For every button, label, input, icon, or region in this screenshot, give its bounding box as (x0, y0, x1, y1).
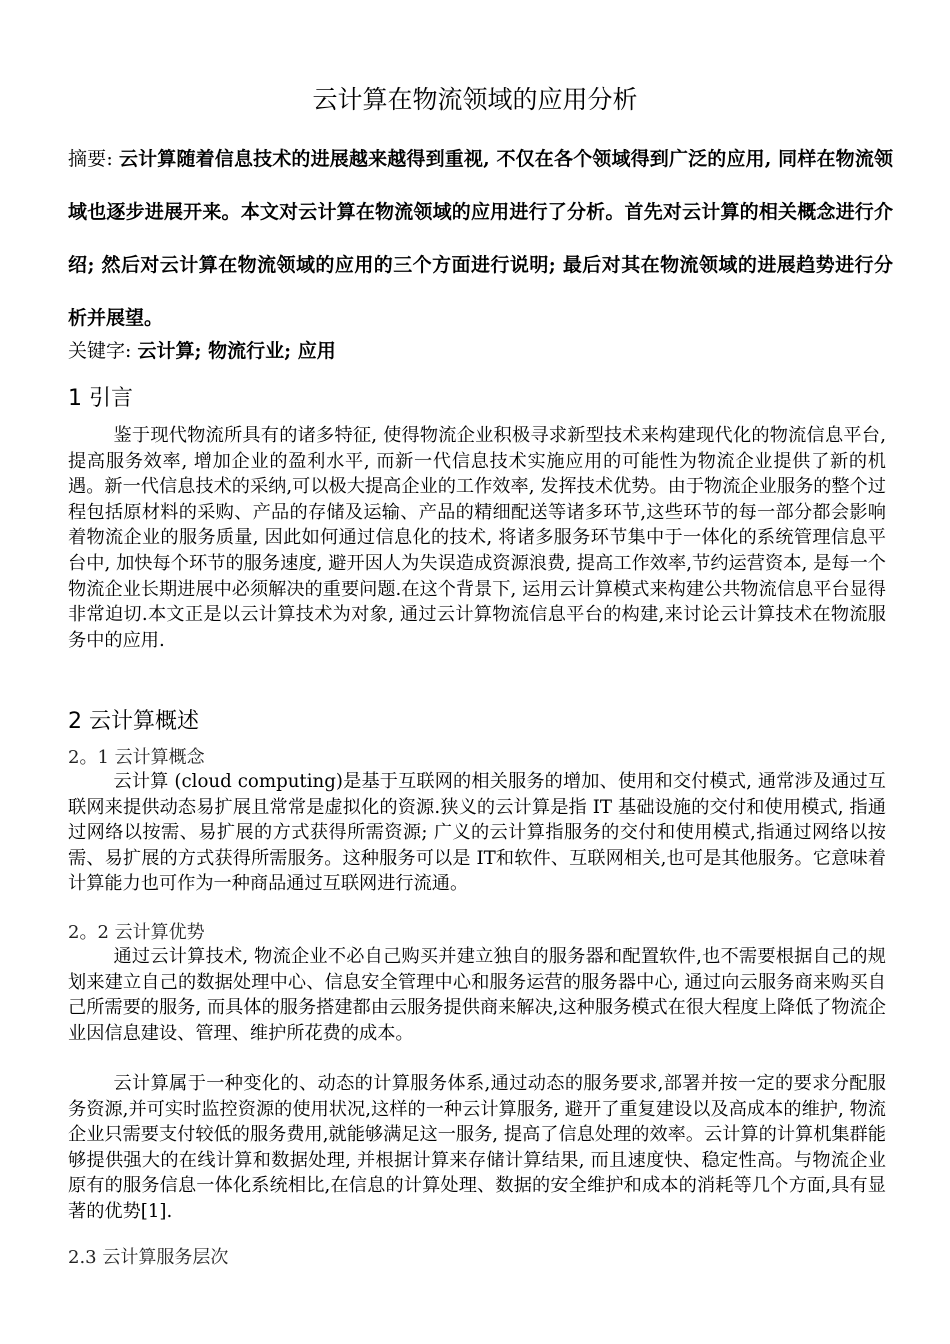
paragraph-concept: 云计算 (cloud computing)是基于互联网的相关服务的增加、使用和交付模式, 通常涉及通过互联网来提供动态易扩展且常常是虚拟化的资源.狭义的云计算是指 IT 基础设施的交付和使用模式, 指通过网络以按需、易扩展的方式获得所需资源; 广义的云计算指服务的交付和使用模式,指通过网络以按需、易扩展的方式获得所需服务。这种服务可以是 IT和软件、互联网相关,也可是其他服务。它意味着计算能力也可作为一种商品通过互联网进行流通。 (68, 771, 886, 895)
keywords-text: 云计算; 物流行业; 应用 (137, 340, 336, 362)
section-heading-intro: 1 引言 (68, 386, 133, 411)
keywords (68, 337, 893, 365)
paragraph-advantages-2: 云计算属于一种变化的、动态的计算服务体系,通过动态的服务要求,部署并按一定的要求分配服务资源,并可实时监控资源的使用状况,这样的一种云计算服务, 避开了重复建设以及高成本的维护, 物流企业只需要支付较低的服务费用,就能够满足这一服务, 提高了信息处理的效率。云计算的计算机集群能够提供强大的在线计算和数据处理, 并根据计算来存储计算结果, 而且速度快、稳定性高。与物流企业原有的服务信息一体化系统相比,在信息的计算处理、数据的安全维护和成本的消耗等几个方面,具有显著的优势[1]. (68, 1073, 886, 1222)
keywords-label: 关键字: (68, 340, 132, 362)
subsection-heading-advantages: 2。2 云计算优势 (68, 922, 205, 943)
paragraph-advantages-1: 通过云计算技术, 物流企业不必自己购买并建立独自的服务器和配置软件,也不需要根据自己的规划来建立自己的数据处理中心、信息安全管理中心和服务运营的服务器中心, 通过向云服务商来购买自己所需要的服务, 而具体的服务搭建都由云服务提供商来解决,这种服务模式在很大程度上降低了物流企业因信息建设、管理、维护所花费的成本。 (68, 946, 886, 1044)
abstract-label: 摘要: (68, 148, 113, 170)
abstract (68, 133, 893, 345)
section-heading-overview: 2 云计算概述 (68, 709, 199, 734)
abstract-text: 云计算随着信息技术的进展越来越得到重视, 不仅在各个领域得到广泛的应用, 同样在物流领域也逐步进展开来。本文对云计算在物流领域的应用进行了分析。首先对云计算的相关概念进行介绍; 然后对云计算在物流领域的应用的三个方面进行说明; 最后对其在物流领域的进展趋势进行分析并展望。 (68, 148, 893, 329)
paragraph-intro: 鉴于现代物流所具有的诸多特征, 使得物流企业积极寻求新型技术来构建现代化的物流信息平台, 提高服务效率, 增加企业的盈利水平, 而新一代信息技术实施应用的可能性为物流企业提供了新的机遇。新一代信息技术的采纳,可以极大提高企业的工作效率, 发挥技术优势。由于物流企业服务的整个过程包括原材料的采购、产品的存储及运输、产品的精细配送等诸多环节,这些环节的每一部分都会影响着物流企业的服务质量, 因此如何通过信息化的技术, 将诸多服务环节集中于一体化的系统管理信息平台中, 加快每个环节的服务速度, 避开因人为失误造成资源浪费, 提高工作效率,节约运营资本, 是每一个物流企业长期进展中必须解决的重要问题.在这个背景下, 运用云计算模式来构建公共物流信息平台显得非常迫切.本文正是以云计算技术为对象, 通过云计算物流信息平台的构建,来讨论云计算技术在物流服务中的应用. (68, 425, 886, 651)
document-title: 云计算在物流领域的应用分析 (312, 85, 638, 114)
subsection-heading-service-layers: 2.3 云计算服务层次 (68, 1247, 229, 1268)
subsection-heading-concept: 2。1 云计算概念 (68, 747, 205, 768)
